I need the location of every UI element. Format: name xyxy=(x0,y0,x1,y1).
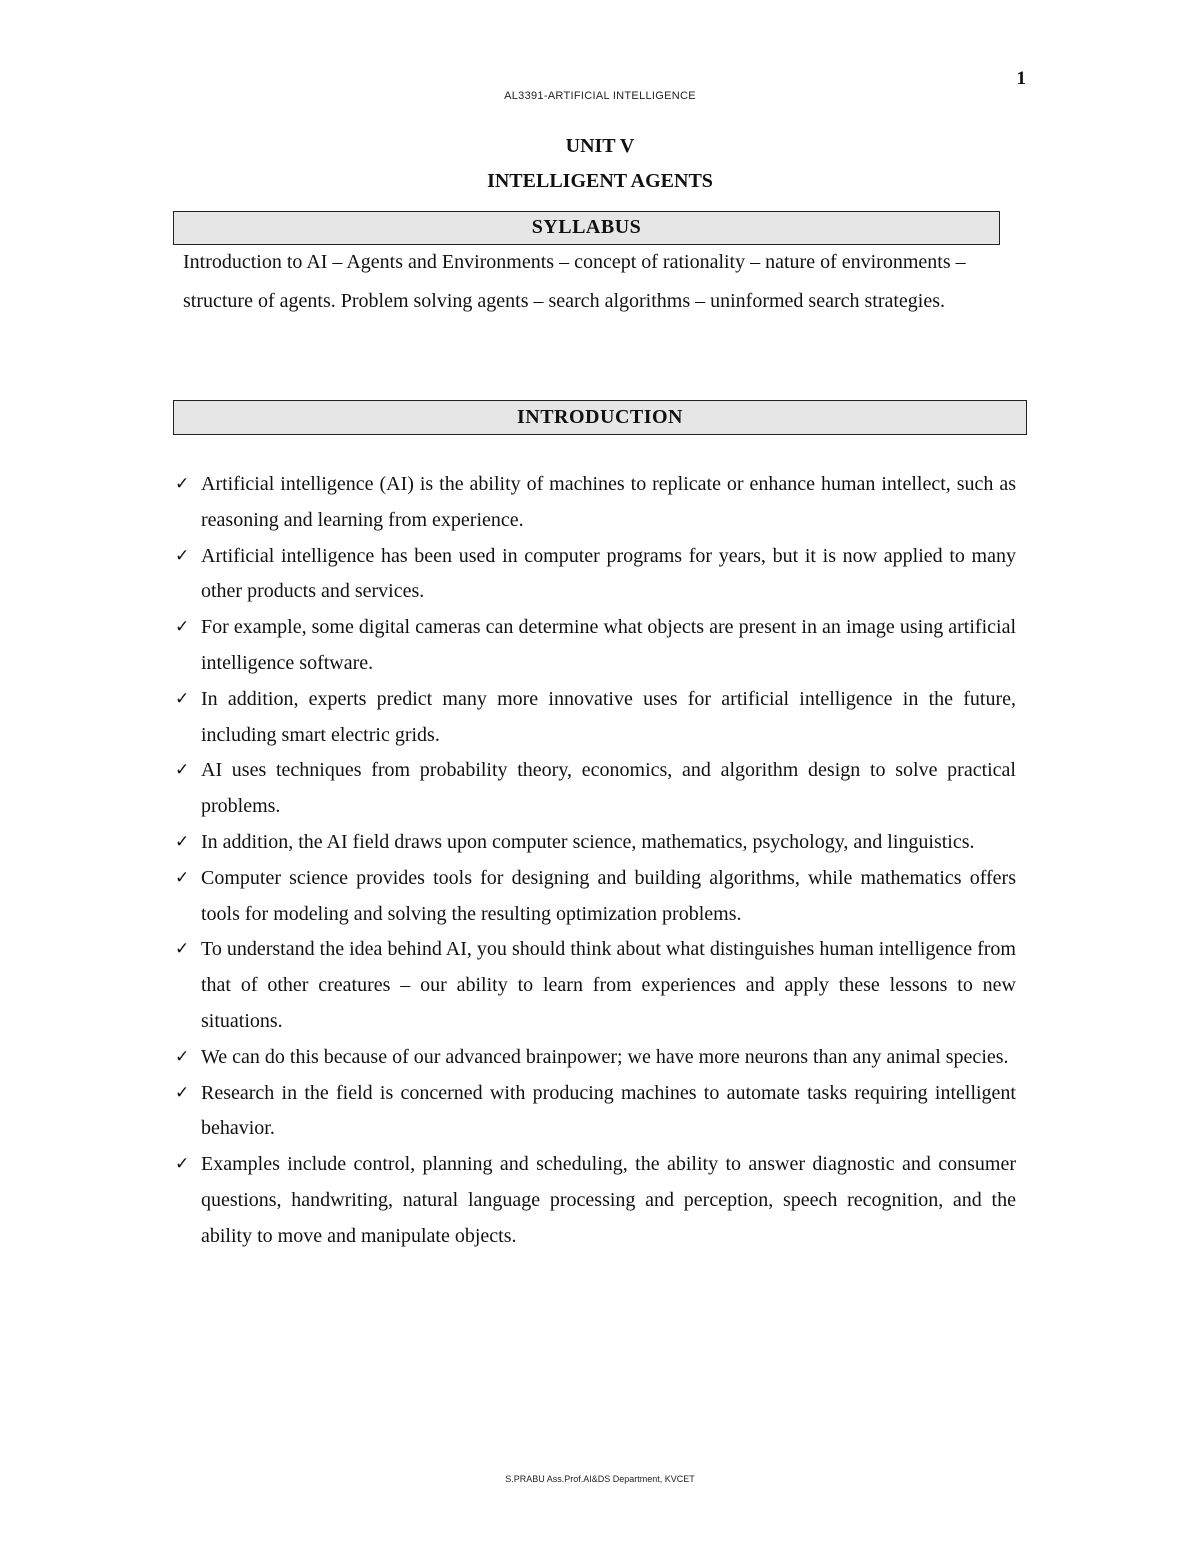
list-item-text: Examples include control, planning and scheduling, the ability to answer diagnostic and consumer questions, handwriting, natural language processing and perception, speech recognition, and the ability to move and manipulate objects. xyxy=(201,1153,1016,1247)
list-item xyxy=(173,467,1016,539)
introduction-heading: INTRODUCTION xyxy=(173,400,1027,435)
check-icon: ✓ xyxy=(175,474,190,494)
list-item-text: In addition, experts predict many more innovative uses for artificial intelligence in the future, including smart electric grids. xyxy=(201,687,1016,746)
syllabus-text: Introduction to AI – Agents and Environments – concept of rationality – nature of environments – structure of agents. Problem solving agents – search algorithms – uninformed search strategies. xyxy=(183,251,966,312)
list-item-text: Computer science provides tools for designing and building algorithms, while mathematics offers tools for modeling and solving the resulting optimization problems. xyxy=(201,866,1016,925)
list-item-text: Artificial intelligence has been used in computer programs for years, but it is now applied to many other products and services. xyxy=(201,544,1016,603)
list-item-text: Artificial intelligence (AI) is the ability of machines to replicate or enhance human intellect, such as reasoning and learning from experience. xyxy=(201,473,1016,531)
list-item-text: AI uses techniques from probability theory, economics, and algorithm design to solve practical problems. xyxy=(201,759,1016,818)
page-footer: S.PRABU Ass.Prof.AI&DS Department, KVCET xyxy=(505,1474,695,1484)
page-number: 1 xyxy=(1016,68,1026,89)
list-item xyxy=(173,753,1016,825)
list-item xyxy=(173,1147,1016,1254)
check-icon: ✓ xyxy=(175,939,190,960)
check-icon: ✓ xyxy=(175,1154,190,1175)
list-item-text: Research in the field is concerned with producing machines to automate tasks requiring intelligent behavior. xyxy=(201,1081,1016,1140)
list-item-text: To understand the idea behind AI, you should think about what distinguishes human intelligence from that of other creatures – our ability to learn from experiences and apply these lessons to new situations. xyxy=(201,938,1016,1032)
list-item xyxy=(173,932,1016,1039)
list-item xyxy=(173,539,1016,611)
check-icon: ✓ xyxy=(175,760,190,781)
unit-subtitle: INTELLIGENT AGENTS xyxy=(487,170,713,192)
check-icon: ✓ xyxy=(175,545,190,566)
list-item xyxy=(173,1076,1016,1148)
check-icon: ✓ xyxy=(175,831,190,852)
syllabus-heading: SYLLABUS xyxy=(173,211,1000,245)
list-item xyxy=(173,682,1016,754)
check-icon: ✓ xyxy=(175,1046,190,1067)
check-icon: ✓ xyxy=(175,688,190,709)
list-item xyxy=(173,1040,1016,1076)
list-item xyxy=(173,610,1016,682)
check-icon: ✓ xyxy=(175,867,190,888)
introduction-list xyxy=(173,467,1016,1255)
check-icon: ✓ xyxy=(175,617,190,638)
list-item xyxy=(173,861,1016,933)
list-item-text: For example, some digital cameras can determine what objects are present in an image using artificial intelligence software. xyxy=(201,616,1016,674)
running-header: AL3391-ARTIFICIAL INTELLIGENCE xyxy=(504,90,696,102)
list-item-text: In addition, the AI field draws upon computer science, mathematics, psychology, and linguistics. xyxy=(201,830,975,853)
check-icon: ✓ xyxy=(175,1082,190,1103)
list-item xyxy=(173,825,1016,861)
unit-title: UNIT V xyxy=(565,135,635,157)
list-item-text: We can do this because of our advanced brainpower; we have more neurons than any animal species. xyxy=(201,1045,1009,1068)
